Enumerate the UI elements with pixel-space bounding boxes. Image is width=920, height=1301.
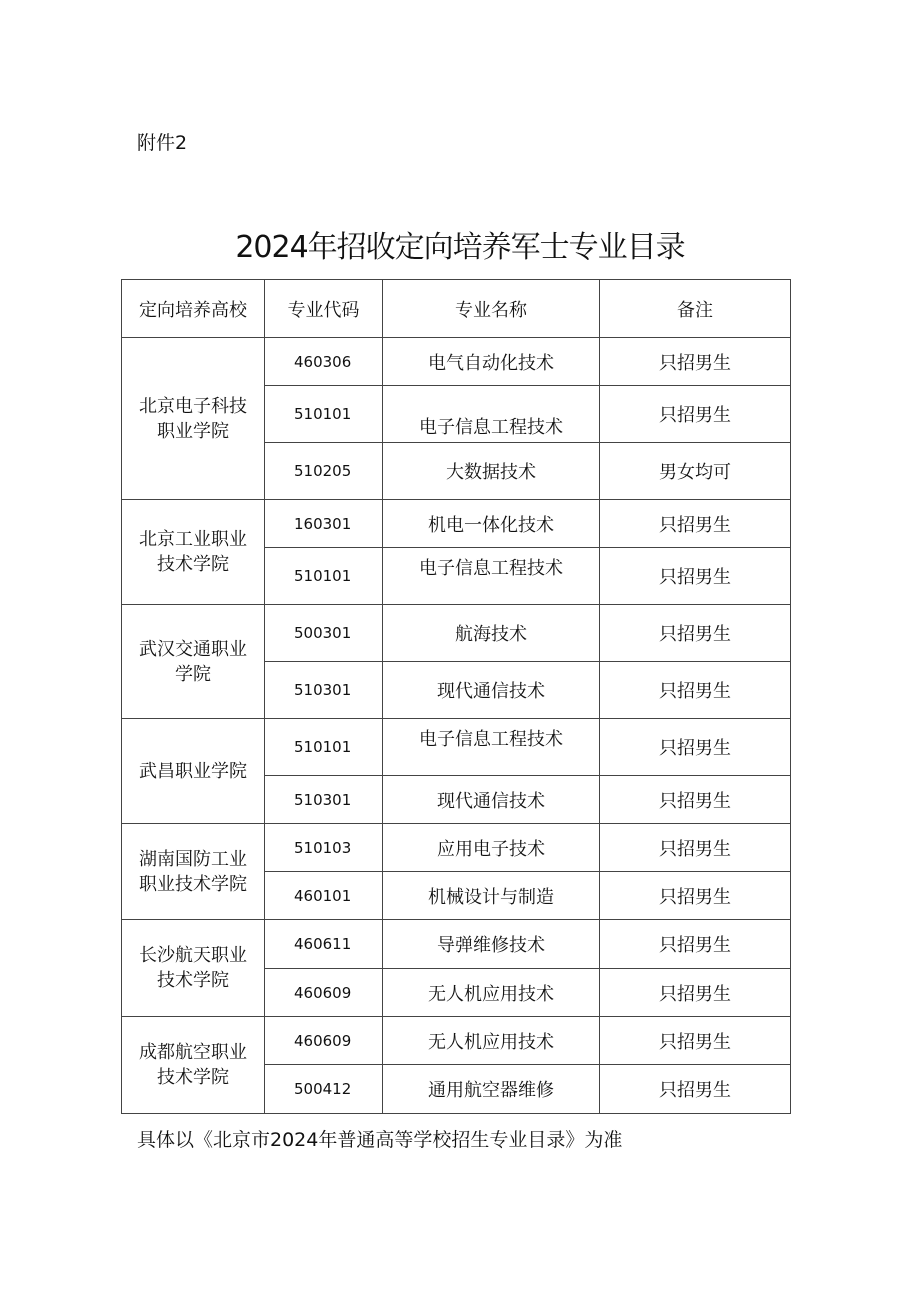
major-code: 460609 (265, 969, 383, 1017)
major-name: 大数据技术 (383, 443, 600, 500)
major-name: 无人机应用技术 (383, 969, 600, 1017)
major-note: 只招男生 (600, 872, 791, 920)
table-row (122, 500, 791, 548)
major-name: 现代通信技术 (383, 776, 600, 824)
header-code: 专业代码 (265, 280, 383, 338)
school-name: 成都航空职业技术学院 (122, 1017, 265, 1114)
major-name: 电子信息工程技术 (419, 417, 563, 438)
table-row (122, 719, 791, 776)
table-row (122, 605, 791, 662)
major-code: 510101 (265, 386, 383, 443)
major-name: 机电一体化技术 (383, 500, 600, 548)
major-note: 只招男生 (600, 605, 791, 662)
major-name: 导弹维修技术 (383, 920, 600, 969)
major-name: 通用航空器维修 (383, 1065, 600, 1114)
major-note: 只招男生 (600, 920, 791, 969)
major-code: 510301 (265, 776, 383, 824)
major-note: 只招男生 (600, 719, 791, 776)
major-code: 160301 (265, 500, 383, 548)
school-name: 武昌职业学院 (122, 719, 265, 824)
header-major: 专业名称 (383, 280, 600, 338)
table-row (122, 824, 791, 872)
school-name: 武汉交通职业学院 (122, 605, 265, 719)
major-code: 460611 (265, 920, 383, 969)
major-name: 航海技术 (383, 605, 600, 662)
header-note: 备注 (600, 280, 791, 338)
major-note: 只招男生 (600, 548, 791, 605)
major-code: 460609 (265, 1017, 383, 1065)
major-code: 500412 (265, 1065, 383, 1114)
table-header-row (122, 280, 791, 338)
major-name-cell (383, 719, 600, 776)
major-note: 只招男生 (600, 1017, 791, 1065)
footnote: 具体以《北京市2024年普通高等学校招生专业目录》为准 (137, 1129, 623, 1151)
school-name: 湖南国防工业职业技术学院 (122, 824, 265, 920)
major-code: 510205 (265, 443, 383, 500)
header-school: 定向培养高校 (122, 280, 265, 338)
table-row (122, 1017, 791, 1065)
table-row (122, 338, 791, 386)
major-note: 只招男生 (600, 500, 791, 548)
major-code: 460306 (265, 338, 383, 386)
major-name: 电子信息工程技术 (419, 729, 563, 750)
school-name: 北京电子科技职业学院 (122, 338, 265, 500)
major-note: 只招男生 (600, 1065, 791, 1114)
major-code: 510301 (265, 662, 383, 719)
major-name: 无人机应用技术 (383, 1017, 600, 1065)
major-name-cell (383, 386, 600, 443)
document-title: 2024年招收定向培养军士专业目录 (235, 230, 685, 265)
major-code: 460101 (265, 872, 383, 920)
major-name: 机械设计与制造 (383, 872, 600, 920)
major-code: 510103 (265, 824, 383, 872)
major-note: 只招男生 (600, 386, 791, 443)
major-name: 电气自动化技术 (383, 338, 600, 386)
major-note: 只招男生 (600, 969, 791, 1017)
major-code: 510101 (265, 548, 383, 605)
major-note: 男女均可 (600, 443, 791, 500)
major-catalog-table (121, 279, 791, 1114)
major-name: 应用电子技术 (383, 824, 600, 872)
major-code: 510101 (265, 719, 383, 776)
major-name: 现代通信技术 (383, 662, 600, 719)
major-note: 只招男生 (600, 338, 791, 386)
school-name: 北京工业职业技术学院 (122, 500, 265, 605)
major-note: 只招男生 (600, 824, 791, 872)
school-name: 长沙航天职业技术学院 (122, 920, 265, 1017)
table-row (122, 920, 791, 969)
attachment-label: 附件2 (137, 132, 188, 154)
major-note: 只招男生 (600, 662, 791, 719)
major-code: 500301 (265, 605, 383, 662)
major-note: 只招男生 (600, 776, 791, 824)
major-name-cell (383, 548, 600, 605)
major-name: 电子信息工程技术 (419, 558, 563, 579)
